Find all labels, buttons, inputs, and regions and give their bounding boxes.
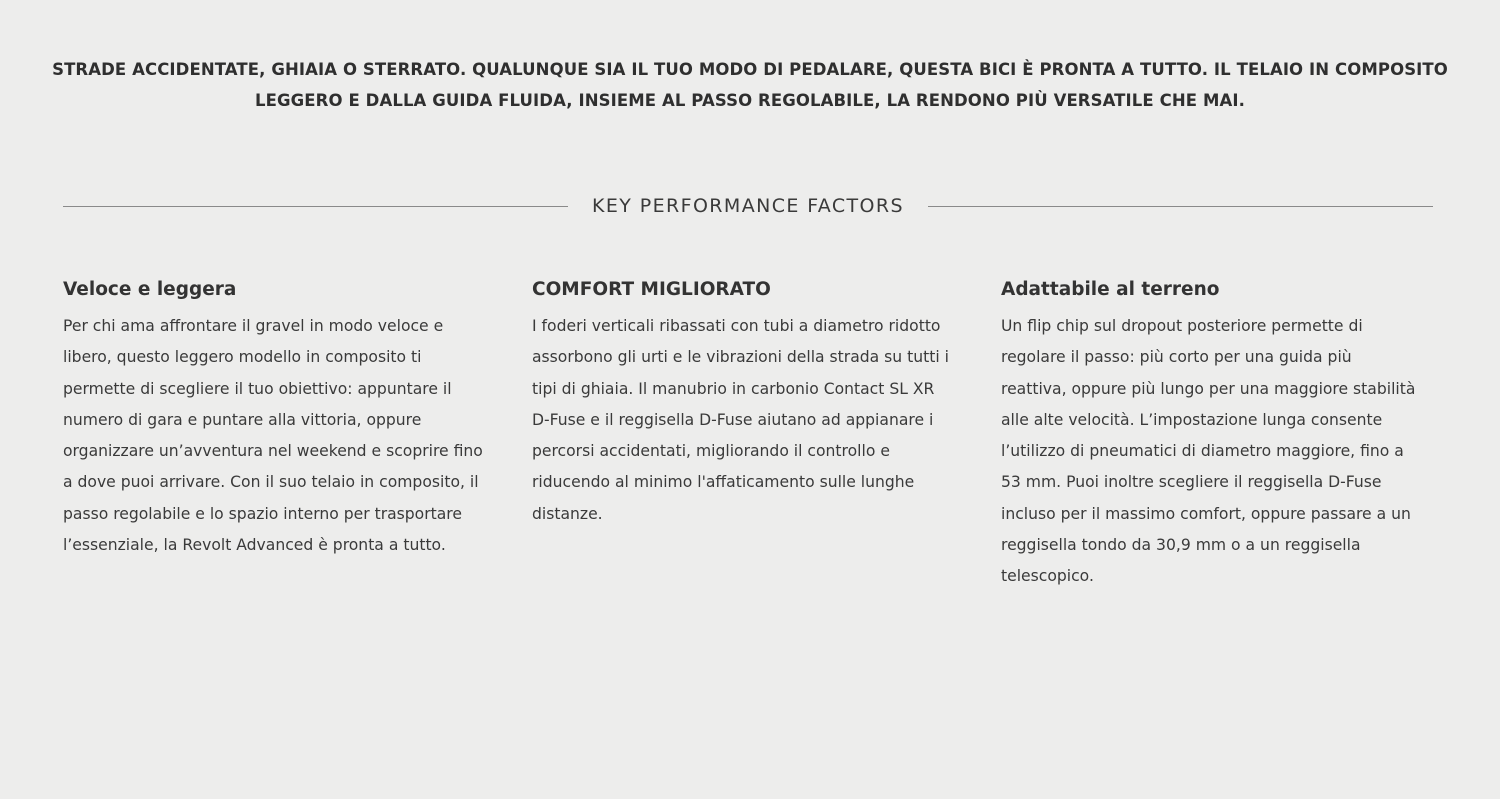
feature-description: Un flip chip sul dropout posteriore permette di regolare il passo: più corto per una guida più reattiva, oppure più lungo per una maggiore stabilità alle alte velocità. L’impostazione lunga consente l’utilizzo di pneumatici di diametro maggiore, fino a 53 mm. Puoi inoltre scegliere il reggisella D-Fuse incluso per il massimo comfort, oppure passare a un reggisella tondo da 30,9 mm o a un reggisella telescopico.: [1001, 317, 1416, 586]
divider-right: [928, 206, 1433, 207]
intro-tagline: STRADE ACCIDENTATE, GHIAIA O STERRATO. QUALUNQUE SIA IL TUO MODO DI PEDALARE, QUESTA BICI È PRONTA A TUTTO. IL TELAIO IN COMPOSITO LEGGERO E DALLA GUIDA FLUIDA, INSIEME AL PASSO REGOLABILE, LA RENDONO PIÙ VERSATILE CHE MAI.: [52, 60, 1448, 110]
section-title: KEY PERFORMANCE FACTORS: [592, 195, 904, 217]
section-header: [63, 190, 1433, 222]
feature-column-speed: [63, 275, 483, 561]
feature-column-comfort: [532, 275, 952, 530]
divider-left: [63, 206, 568, 207]
feature-title: Adattabile al terreno: [1001, 279, 1220, 300]
feature-column-terrain: [1001, 275, 1421, 593]
feature-description: Per chi ama affrontare il gravel in modo veloce e libero, questo leggero modello in composito ti permette di scegliere il tuo obiettivo: appuntare il numero di gara e puntare alla vittoria, oppure organizzare un’avventura nel weekend e scoprire fino a dove puoi arrivare. Con il suo telaio in composito, il passo regolabile e lo spazio interno per trasportare l’essenziale, la Revolt Advanced è pronta a tutto.: [63, 317, 483, 555]
feature-title: Veloce e leggera: [63, 279, 237, 300]
feature-description: I foderi verticali ribassati con tubi a diametro ridotto assorbono gli urti e le vibrazioni della strada su tutti i tipi di ghiaia. Il manubrio in carbonio Contact SL XR D-Fuse e il reggisella D-Fuse aiutano ad appianare i percorsi accidentati, migliorando il controllo e riducendo al minimo l'affaticamento sulle lunghe distanze.: [532, 317, 949, 523]
feature-title: COMFORT MIGLIORATO: [532, 279, 771, 300]
